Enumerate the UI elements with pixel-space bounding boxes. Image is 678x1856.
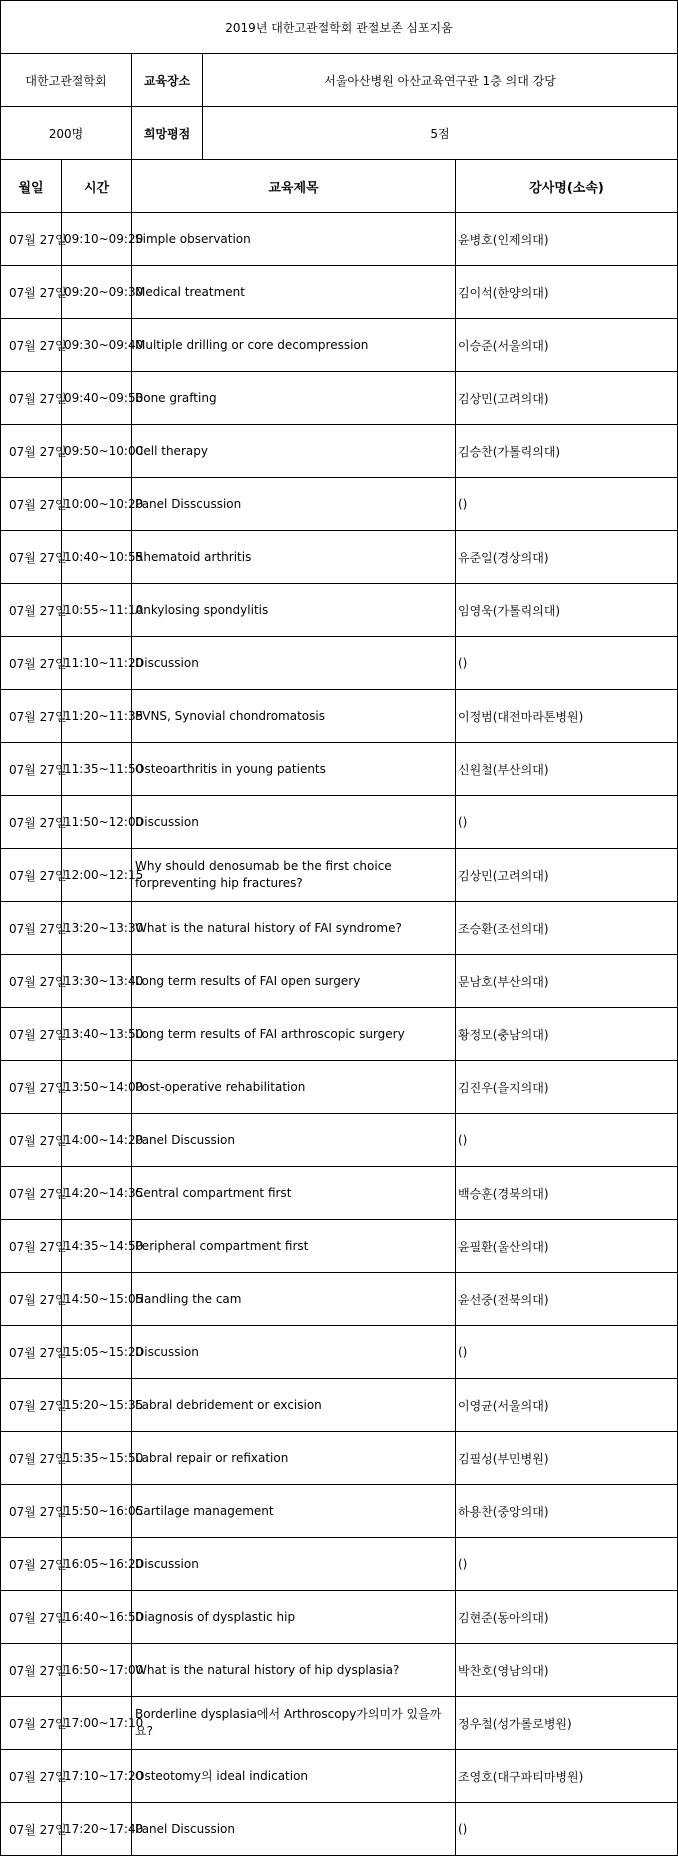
session-speaker: 이승준(서울의대)	[456, 319, 678, 372]
table-row	[1, 1167, 678, 1220]
session-time: 09:50~10:00	[62, 425, 132, 478]
session-date: 07월 27일	[1, 690, 62, 743]
session-time: 10:00~10:20	[62, 478, 132, 531]
table-row	[1, 1379, 678, 1432]
session-date: 07월 27일	[1, 1803, 62, 1856]
session-date: 07월 27일	[1, 902, 62, 955]
session-speaker: 백승훈(경북의대)	[456, 1167, 678, 1220]
organizer: 대한고관절학회	[1, 54, 132, 107]
table-row	[1, 1697, 678, 1750]
session-title: Central compartment first	[132, 1167, 456, 1220]
session-time: 10:55~11:10	[62, 584, 132, 637]
table-row	[1, 1061, 678, 1114]
session-title: Panel Disscussion	[132, 478, 456, 531]
credits: 5점	[430, 126, 450, 141]
table-row	[1, 1644, 678, 1697]
session-time: 17:00~17:10	[62, 1697, 132, 1750]
session-date: 07월 27일	[1, 531, 62, 584]
session-title: Simple observation	[132, 213, 456, 266]
session-speaker: 하용찬(중앙의대)	[456, 1485, 678, 1538]
table-row	[1, 478, 678, 531]
session-time: 15:05~15:20	[62, 1326, 132, 1379]
session-date: 07월 27일	[1, 1485, 62, 1538]
session-title: Ankylosing spondylitis	[132, 584, 456, 637]
table-row	[1, 902, 678, 955]
session-date: 07월 27일	[1, 319, 62, 372]
session-time: 14:50~15:05	[62, 1273, 132, 1326]
table-row	[1, 1008, 678, 1061]
table-row	[1, 1432, 678, 1485]
session-time: 13:50~14:00	[62, 1061, 132, 1114]
session-date: 07월 27일	[1, 1697, 62, 1750]
session-time: 14:35~14:50	[62, 1220, 132, 1273]
table-row	[1, 319, 678, 372]
session-title: Discussion	[132, 1326, 456, 1379]
session-title: Osteoarthritis in young patients	[132, 743, 456, 796]
session-speaker: 조영호(대구파티마병원)	[456, 1750, 678, 1803]
session-date: 07월 27일	[1, 1167, 62, 1220]
session-time: 09:10~09:20	[62, 213, 132, 266]
table-row	[1, 1273, 678, 1326]
session-title: Discussion	[132, 1538, 456, 1591]
table-row	[1, 690, 678, 743]
column-header-date: 월일	[1, 160, 62, 213]
session-title: Medical treatment	[132, 266, 456, 319]
session-title: Diagnosis of dysplastic hip	[132, 1591, 456, 1644]
venue-row	[1, 54, 678, 107]
session-time: 13:40~13:50	[62, 1008, 132, 1061]
session-date: 07월 27일	[1, 1644, 62, 1697]
capacity-row	[1, 107, 678, 160]
session-title: Peripheral compartment first	[132, 1220, 456, 1273]
session-speaker: 신원철(부산의대)	[456, 743, 678, 796]
table-row	[1, 531, 678, 584]
session-time: 09:30~09:40	[62, 319, 132, 372]
title-row	[1, 1, 678, 54]
session-speaker: 김현준(동아의대)	[456, 1591, 678, 1644]
table-row	[1, 1220, 678, 1273]
session-speaker: 김상민(고려의대)	[456, 849, 678, 902]
session-date: 07월 27일	[1, 584, 62, 637]
table-row	[1, 584, 678, 637]
table-row	[1, 1114, 678, 1167]
session-time: 09:20~09:30	[62, 266, 132, 319]
session-date: 07월 27일	[1, 213, 62, 266]
table-row	[1, 955, 678, 1008]
session-date: 07월 27일	[1, 372, 62, 425]
session-date: 07월 27일	[1, 1220, 62, 1273]
session-time: 09:40~09:50	[62, 372, 132, 425]
session-time: 15:50~16:05	[62, 1485, 132, 1538]
column-header-time: 시간	[62, 160, 132, 213]
session-time: 11:10~11:20	[62, 637, 132, 690]
session-speaker: 이정범(대전마라톤병원)	[456, 690, 678, 743]
venue: 서울아산병원 아산교육연구관 1층 의대 강당	[324, 73, 556, 88]
session-date: 07월 27일	[1, 478, 62, 531]
session-title: Labral debridement or excision	[132, 1379, 456, 1432]
session-time: 13:20~13:30	[62, 902, 132, 955]
session-speaker: 김상민(고려의대)	[456, 372, 678, 425]
session-title: Labral repair or refixation	[132, 1432, 456, 1485]
session-time: 13:30~13:40	[62, 955, 132, 1008]
session-time: 15:20~15:35	[62, 1379, 132, 1432]
session-speaker: 임영욱(가톨릭의대)	[456, 584, 678, 637]
session-date: 07월 27일	[1, 1008, 62, 1061]
session-speaker: ()	[456, 1538, 678, 1591]
session-time: 10:40~10:55	[62, 531, 132, 584]
session-time: 16:50~17:00	[62, 1644, 132, 1697]
session-date: 07월 27일	[1, 266, 62, 319]
column-header-title: 교육제목	[132, 160, 456, 213]
session-time: 14:00~14:20	[62, 1114, 132, 1167]
session-time: 11:20~11:35	[62, 690, 132, 743]
session-title: Multiple drilling or core decompression	[132, 319, 456, 372]
session-date: 07월 27일	[1, 743, 62, 796]
session-time: 11:50~12:00	[62, 796, 132, 849]
session-date: 07월 27일	[1, 1061, 62, 1114]
table-row	[1, 1803, 678, 1856]
session-title: Bone grafting	[132, 372, 456, 425]
table-row	[1, 213, 678, 266]
session-date: 07월 27일	[1, 955, 62, 1008]
session-time: 14:20~14:35	[62, 1167, 132, 1220]
session-title: Post-operative rehabilitation	[132, 1061, 456, 1114]
session-time: 17:20~17:40	[62, 1803, 132, 1856]
session-speaker: ()	[456, 796, 678, 849]
session-title: Discussion	[132, 637, 456, 690]
session-speaker: 이영균(서울의대)	[456, 1379, 678, 1432]
session-speaker: 윤병호(인제의대)	[456, 213, 678, 266]
session-date: 07월 27일	[1, 796, 62, 849]
column-header-speaker: 강사명(소속)	[456, 160, 678, 213]
session-speaker: 윤필환(울산의대)	[456, 1220, 678, 1273]
session-date: 07월 27일	[1, 849, 62, 902]
table-row	[1, 637, 678, 690]
session-speaker: 김필성(부민병원)	[456, 1432, 678, 1485]
session-title: Long term results of FAI open surgery	[132, 955, 456, 1008]
table-row	[1, 796, 678, 849]
session-date: 07월 27일	[1, 1114, 62, 1167]
table-row	[1, 1538, 678, 1591]
table-row	[1, 1485, 678, 1538]
session-speaker: ()	[456, 637, 678, 690]
session-speaker: 박찬호(영남의대)	[456, 1644, 678, 1697]
session-speaker: ()	[456, 1326, 678, 1379]
table-row	[1, 743, 678, 796]
session-date: 07월 27일	[1, 1326, 62, 1379]
session-time: 15:35~15:50	[62, 1432, 132, 1485]
session-time: 11:35~11:50	[62, 743, 132, 796]
venue-label: 교육장소	[132, 54, 203, 106]
credits-label: 희망평점	[132, 107, 203, 159]
session-speaker: 유준일(경상의대)	[456, 531, 678, 584]
session-speaker: 김승찬(가톨릭의대)	[456, 425, 678, 478]
table-row	[1, 1326, 678, 1379]
session-date: 07월 27일	[1, 1432, 62, 1485]
session-speaker: 김진우(을지의대)	[456, 1061, 678, 1114]
session-speaker: 조승환(조선의대)	[456, 902, 678, 955]
session-time: 12:00~12:15	[62, 849, 132, 902]
event-title: 2019년 대한고관절학회 관절보존 심포지움	[1, 1, 678, 54]
session-speaker: 황정모(충남의대)	[456, 1008, 678, 1061]
table-row	[1, 1750, 678, 1803]
session-title: Cartilage management	[132, 1485, 456, 1538]
table-row	[1, 372, 678, 425]
session-date: 07월 27일	[1, 1273, 62, 1326]
column-header-row	[1, 160, 678, 213]
session-title: Osteotomy의 ideal indication	[132, 1750, 456, 1803]
session-speaker: ()	[456, 478, 678, 531]
session-date: 07월 27일	[1, 425, 62, 478]
table-row	[1, 425, 678, 478]
session-speaker: 문남호(부산의대)	[456, 955, 678, 1008]
session-time: 16:05~16:20	[62, 1538, 132, 1591]
session-speaker: 김이석(한양의대)	[456, 266, 678, 319]
session-title: Discussion	[132, 796, 456, 849]
session-date: 07월 27일	[1, 1750, 62, 1803]
session-title: Rhematoid arthritis	[132, 531, 456, 584]
table-row	[1, 849, 678, 902]
session-time: 17:10~17:20	[62, 1750, 132, 1803]
table-row	[1, 266, 678, 319]
session-date: 07월 27일	[1, 1379, 62, 1432]
session-title: Why should denosumab be the first choice forpreventing hip fractures?	[132, 849, 456, 902]
session-title: Borderline dysplasia에서 Arthroscopy가의미가 있을까요?	[132, 1697, 456, 1750]
session-title: Handling the cam	[132, 1273, 456, 1326]
session-title: Panel Discussion	[132, 1114, 456, 1167]
session-title: Panel Discussion	[132, 1803, 456, 1856]
session-date: 07월 27일	[1, 637, 62, 690]
session-date: 07월 27일	[1, 1538, 62, 1591]
session-title: What is the natural history of FAI syndrome?	[132, 902, 456, 955]
capacity: 200명	[1, 107, 132, 160]
session-title: Cell therapy	[132, 425, 456, 478]
session-time: 16:40~16:50	[62, 1591, 132, 1644]
session-title: What is the natural history of hip dysplasia?	[132, 1644, 456, 1697]
session-date: 07월 27일	[1, 1591, 62, 1644]
session-speaker: 정우철(성가롤로병원)	[456, 1697, 678, 1750]
session-speaker: ()	[456, 1803, 678, 1856]
session-speaker: ()	[456, 1114, 678, 1167]
session-title: PVNS, Synovial chondromatosis	[132, 690, 456, 743]
session-speaker: 윤선중(전북의대)	[456, 1273, 678, 1326]
table-row	[1, 1591, 678, 1644]
session-title: Long term results of FAI arthroscopic surgery	[132, 1008, 456, 1061]
